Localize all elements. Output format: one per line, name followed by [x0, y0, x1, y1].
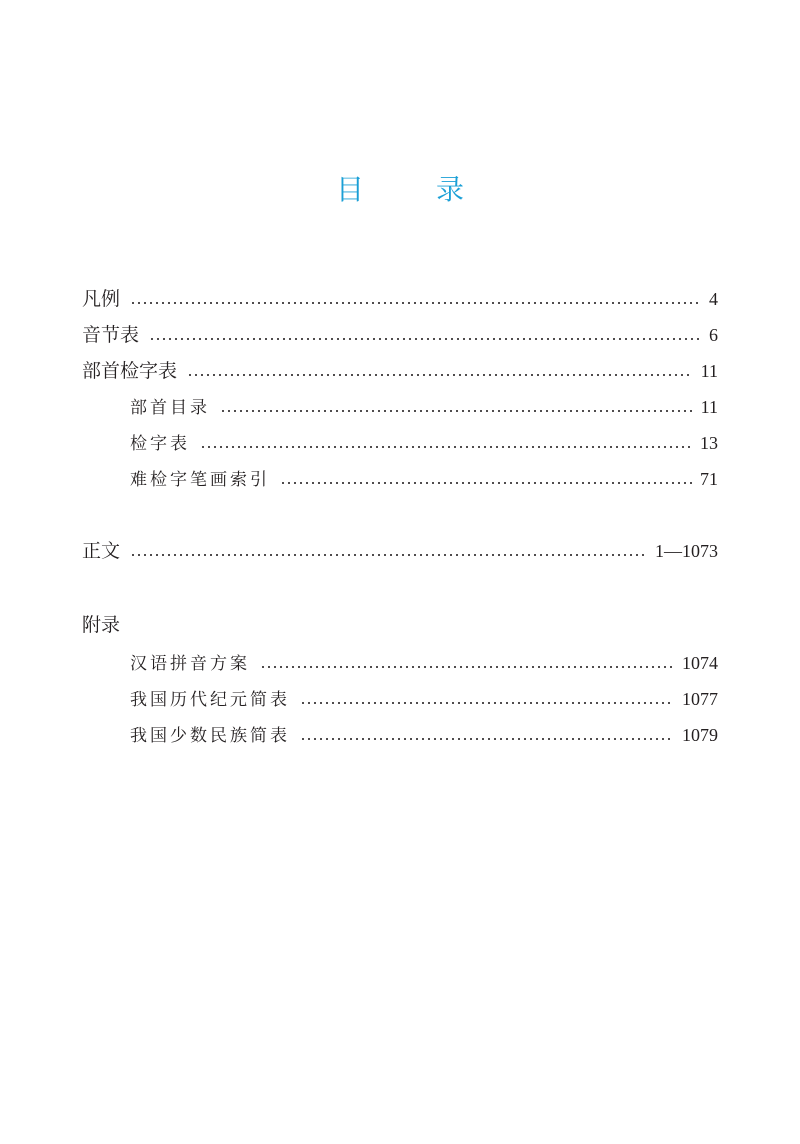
toc-entry-bushou-mulu[interactable] [130, 392, 718, 422]
toc-entry-jianzibiao[interactable] [130, 428, 718, 458]
toc-entry-label: 凡例 [82, 288, 121, 310]
toc-entry-pinyin-fangan[interactable] [130, 648, 718, 678]
toc-entry-label: 检字表 [130, 434, 190, 454]
toc-entry-page: 71 [700, 469, 718, 489]
toc-entry-bushou-jianzibiao[interactable] [82, 356, 718, 386]
toc-entry-page: 1—1073 [655, 541, 718, 561]
toc-entry-nanjianzi[interactable] [130, 464, 718, 494]
toc-entry-page: 11 [700, 361, 718, 381]
toc-entry-page: 1079 [682, 725, 718, 745]
toc-entry-fanli[interactable] [82, 284, 718, 314]
toc-entry-page: 6 [709, 325, 718, 345]
toc-entry-page: 1077 [682, 689, 718, 709]
title-char-2: 录 [436, 173, 465, 206]
toc-entry-page: 13 [700, 433, 718, 453]
dot-leader [260, 666, 674, 668]
toc-entry-page: 11 [700, 397, 718, 417]
toc-entry-jiyuan-jianbiao[interactable] [130, 684, 718, 714]
dot-leader [187, 374, 693, 376]
toc-entry-page: 4 [709, 289, 718, 309]
toc-entry-label: 部首目录 [130, 398, 210, 418]
toc-entry-label: 音节表 [82, 324, 140, 346]
toc-entry-label: 正文 [82, 540, 121, 562]
dot-leader [300, 702, 674, 704]
toc-entry-page: 1074 [682, 653, 718, 673]
toc-section-fulu: 附录 [82, 614, 121, 636]
toc-entry-label: 部首检字表 [82, 360, 178, 382]
dot-leader [130, 554, 647, 556]
dot-leader [149, 338, 701, 340]
toc-entry-label: 我国少数民族简表 [130, 726, 290, 746]
title-char-1: 目 [335, 173, 364, 206]
toc-entry-label: 难检字笔画索引 [130, 470, 270, 490]
dot-leader [280, 482, 692, 484]
toc-entry-yinjiebiao[interactable] [82, 320, 718, 350]
toc-entry-label: 我国历代纪元简表 [130, 690, 290, 710]
dot-leader [130, 302, 701, 304]
toc-entry-label: 汉语拼音方案 [130, 654, 250, 674]
dot-leader [220, 410, 693, 412]
dot-leader [200, 446, 692, 448]
toc-entry-minzu-jianbiao[interactable] [130, 720, 718, 750]
dot-leader [300, 738, 674, 740]
toc-entry-zhengwen[interactable] [82, 536, 718, 566]
